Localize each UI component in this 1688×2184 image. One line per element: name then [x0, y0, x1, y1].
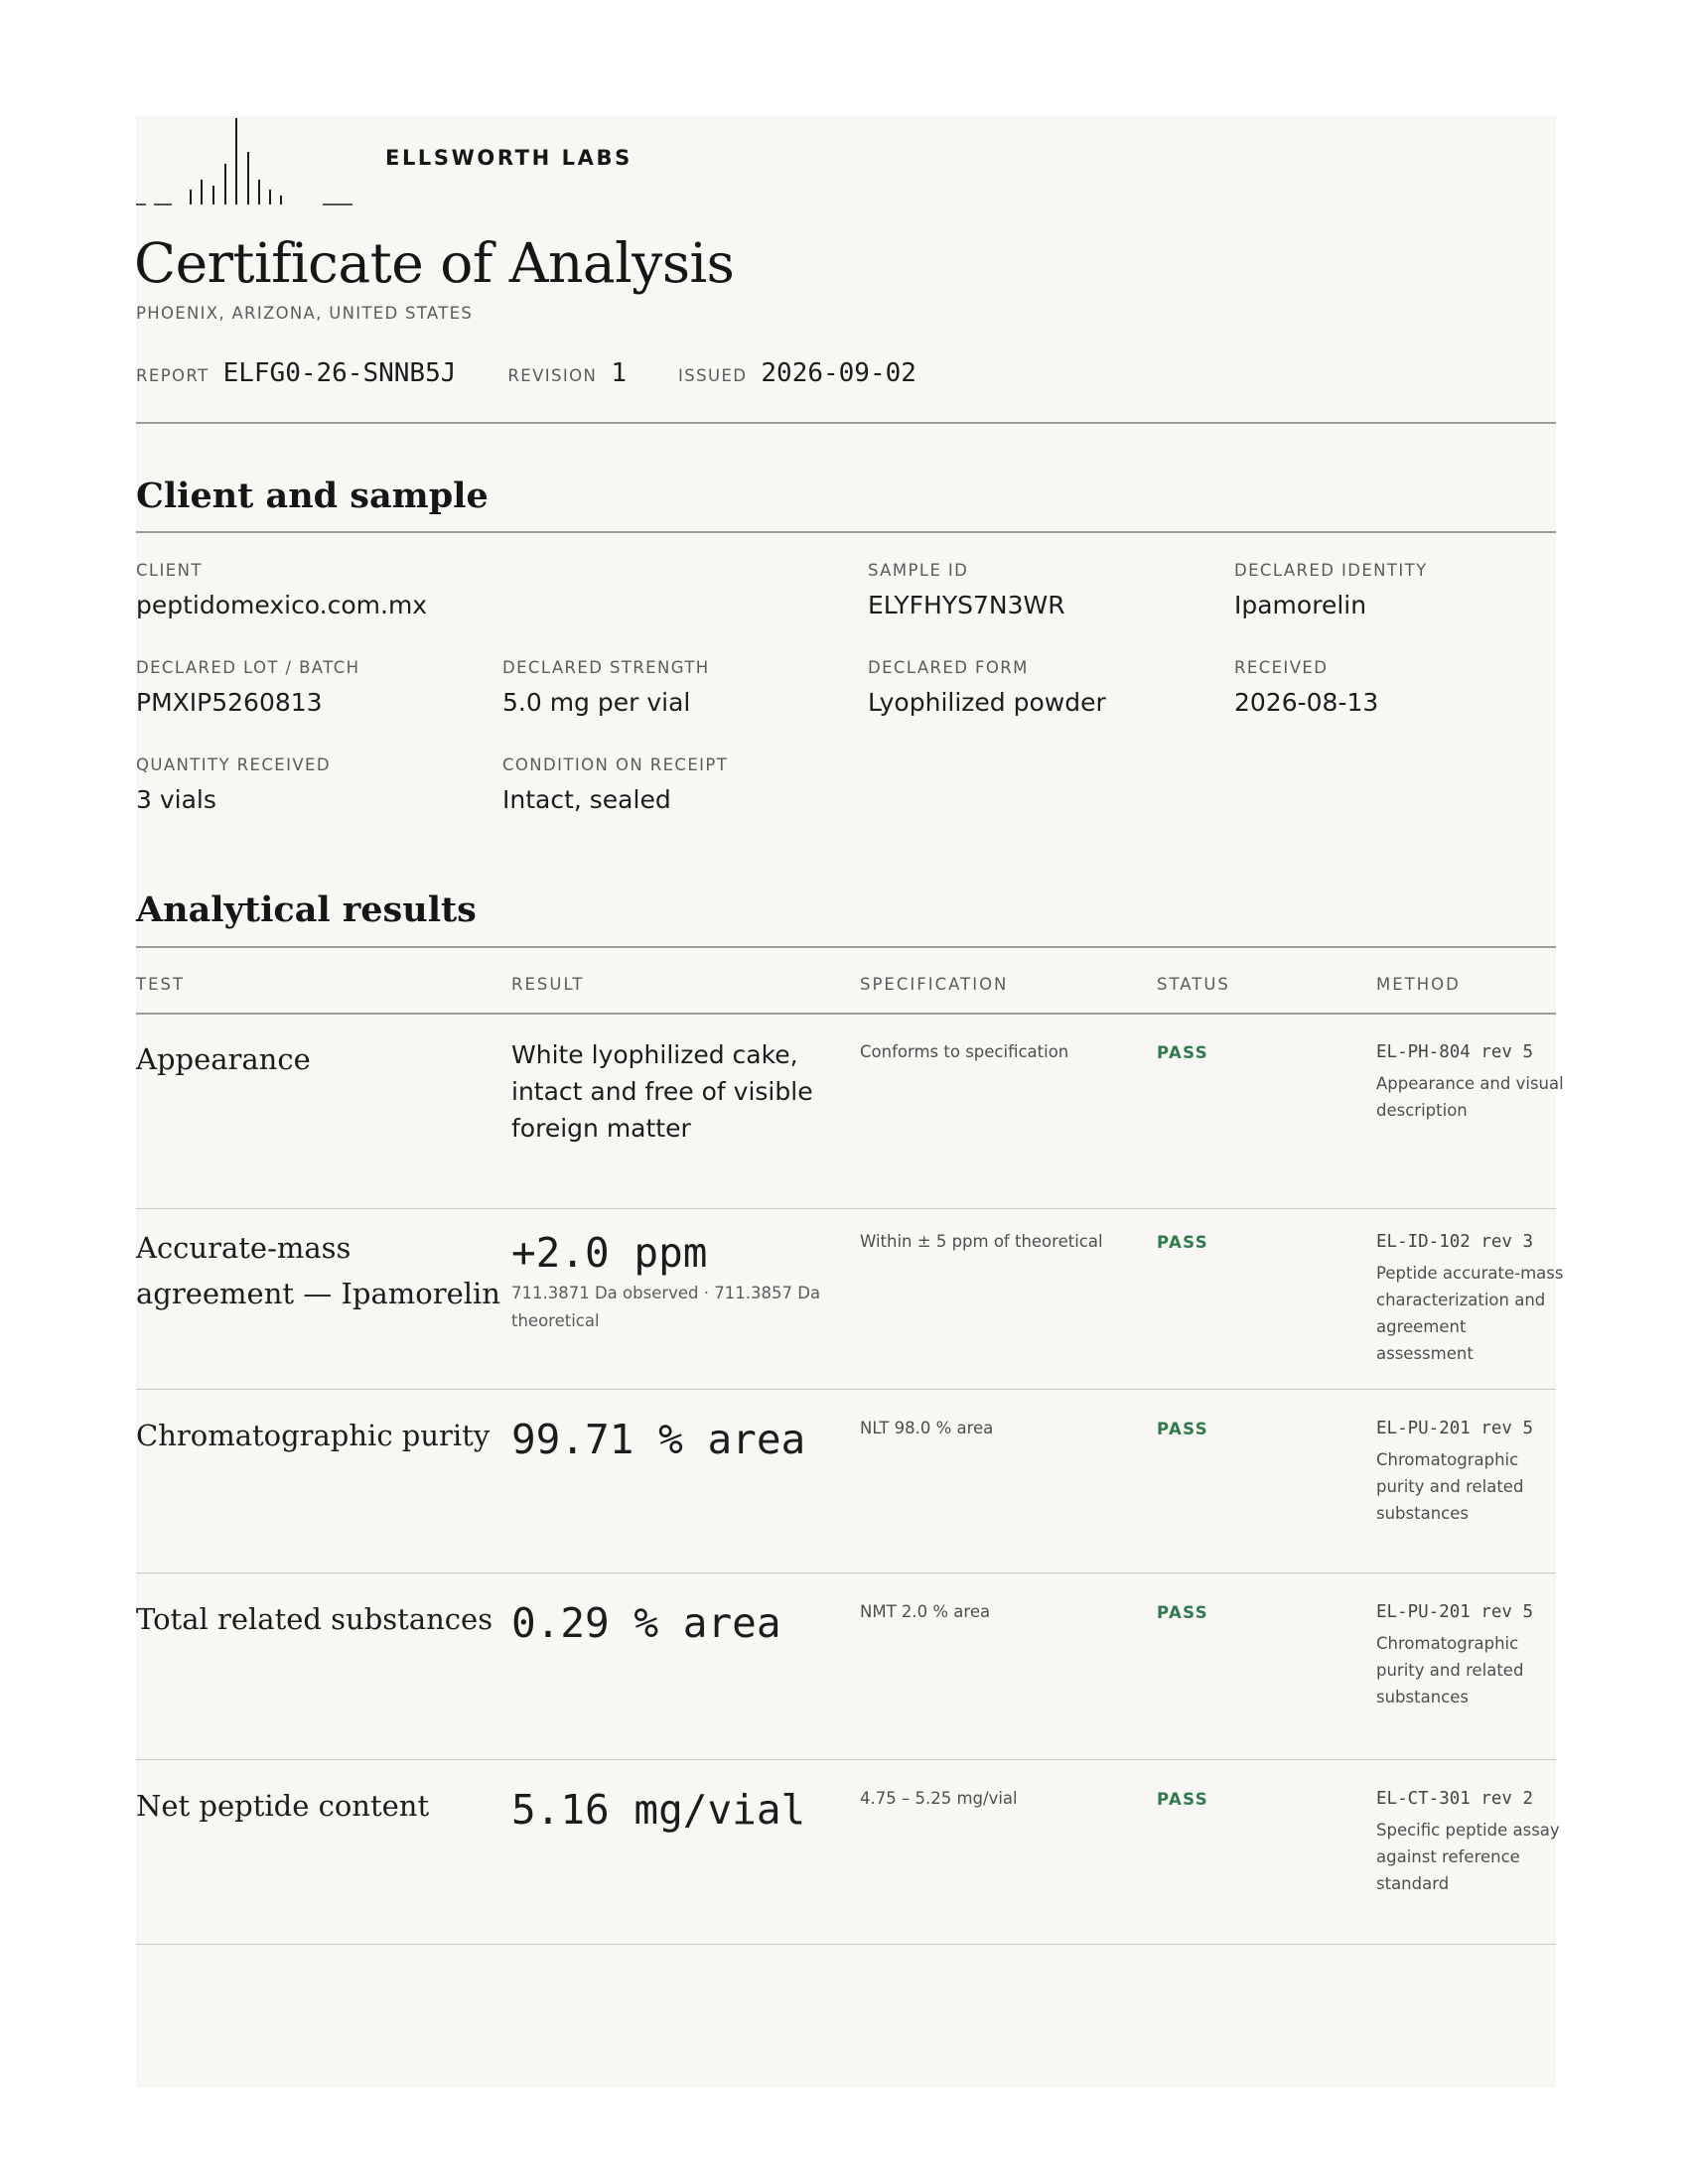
revision-number: 1: [611, 358, 627, 388]
method-description: Peptide accurate-mass characterization and agreement assessment: [1376, 1264, 1564, 1363]
result-detail: 711.3871 Da observed · 711.3857 Da theoretical: [511, 1284, 821, 1330]
issued-date: 2026-09-02: [761, 358, 916, 388]
test-name: Appearance: [136, 1042, 311, 1076]
column-header-specification: SPECIFICATION: [860, 975, 1009, 994]
method-description: Specific peptide assay against reference standard: [1376, 1821, 1560, 1893]
column-header-method: METHOD: [1376, 975, 1461, 994]
method-description: Chromatographic purity and related substances: [1376, 1634, 1524, 1706]
column-header-result: RESULT: [511, 975, 585, 994]
specification: NLT 98.0 % area: [860, 1419, 994, 1437]
received-label: RECEIVED: [1234, 658, 1329, 677]
method-description: Chromatographic purity and related substances: [1376, 1450, 1524, 1523]
row-divider: [136, 1944, 1556, 1945]
method-code: EL-PU-201 rev 5: [1376, 1419, 1534, 1438]
result-block: [511, 1228, 839, 1335]
document-title: Certificate of Analysis: [134, 231, 735, 295]
method-code: EL-PH-804 rev 5: [1376, 1042, 1534, 1062]
quantity-received-field: [136, 755, 331, 815]
client-section-title: Client and sample: [136, 476, 489, 516]
declared-lot-field: [136, 658, 359, 718]
sample-id-value: ELYFHYS7N3WR: [868, 591, 1065, 619]
report-label: REPORT: [136, 366, 210, 385]
method-code: EL-ID-102 rev 3: [1376, 1232, 1534, 1252]
method-code: EL-CT-301 rev 2: [1376, 1789, 1534, 1809]
test-name: Chromatographic purity: [136, 1419, 491, 1452]
result-value: 5.16 mg/vial: [511, 1786, 806, 1834]
test-name: Total related substances: [136, 1602, 493, 1636]
result-value: +2.0 ppm: [511, 1229, 708, 1277]
received-value: 2026-08-13: [1234, 688, 1379, 717]
declared-identity-field: [1234, 561, 1428, 620]
specification: Within ± 5 ppm of theoretical: [860, 1232, 1103, 1251]
declared-form-field: [868, 658, 1106, 718]
client-field: [136, 561, 427, 620]
client-value: peptidomexico.com.mx: [136, 591, 428, 619]
declared-lot-value: PMXIP5260813: [136, 688, 323, 717]
declared-form-value: Lyophilized powder: [868, 688, 1106, 717]
row-divider: [136, 1572, 1556, 1573]
sample-id-label: SAMPLE ID: [868, 561, 969, 580]
result-value: 0.29 % area: [511, 1599, 781, 1647]
specification: Conforms to specification: [860, 1042, 1069, 1061]
method-description: Appearance and visual description: [1376, 1074, 1564, 1120]
lab-location: PHOENIX, ARIZONA, UNITED STATES: [136, 304, 474, 323]
result-value: 99.71 % area: [511, 1416, 806, 1463]
sample-id-field: [868, 561, 1065, 620]
table-header-divider: [136, 1013, 1556, 1015]
status-badge: PASS: [1157, 1043, 1208, 1062]
method: [1376, 1787, 1565, 1897]
method: [1376, 1600, 1565, 1710]
results-section-title: Analytical results: [136, 889, 477, 930]
revision-label: REVISION: [507, 366, 598, 385]
declared-form-label: DECLARED FORM: [868, 658, 1029, 677]
declared-strength-value: 5.0 mg per vial: [502, 688, 691, 717]
method: [1376, 1417, 1565, 1527]
client-section-divider: [136, 531, 1556, 533]
quantity-received-label: QUANTITY RECEIVED: [136, 755, 331, 774]
issued-label: ISSUED: [677, 366, 748, 385]
column-header-test: TEST: [136, 975, 186, 994]
condition-on-receipt-field: [502, 755, 728, 815]
row-divider: [136, 1208, 1556, 1209]
test-name: Net peptide content: [136, 1789, 430, 1823]
report-meta: [136, 358, 916, 388]
method: [1376, 1230, 1565, 1367]
declared-identity-value: Ipamorelin: [1234, 591, 1367, 619]
test-name: Accurate-mass agreement — Ipamorelin: [136, 1231, 500, 1310]
condition-on-receipt-value: Intact, sealed: [502, 785, 671, 814]
client-label: CLIENT: [136, 561, 203, 580]
declared-strength-field: [502, 658, 710, 718]
quantity-received-value: 3 vials: [136, 785, 216, 814]
received-field: [1234, 658, 1378, 718]
brand-name: ELLSWORTH LABS: [385, 146, 633, 170]
report-number: ELFG0-26-SNNB5J: [222, 358, 457, 388]
results-section-divider: [136, 946, 1556, 948]
certificate-sheet: [134, 116, 1564, 2088]
status-badge: PASS: [1157, 1790, 1208, 1809]
declared-identity-label: DECLARED IDENTITY: [1234, 561, 1428, 580]
row-divider: [136, 1389, 1556, 1390]
specification: 4.75 – 5.25 mg/vial: [860, 1789, 1018, 1808]
condition-on-receipt-label: CONDITION ON RECEIPT: [502, 755, 729, 774]
row-divider: [136, 1759, 1556, 1760]
declared-strength-label: DECLARED STRENGTH: [502, 658, 710, 677]
specification: NMT 2.0 % area: [860, 1602, 991, 1621]
status-badge: PASS: [1157, 1603, 1208, 1622]
declared-lot-label: DECLARED LOT / BATCH: [136, 658, 360, 677]
method: [1376, 1040, 1565, 1124]
header-divider: [136, 422, 1556, 424]
result-value: White lyophilized cake, intact and free of visible foreign matter: [511, 1040, 813, 1143]
status-badge: PASS: [1157, 1420, 1208, 1438]
status-badge: PASS: [1157, 1233, 1208, 1252]
lab-logo-icon: [136, 116, 354, 209]
method-code: EL-PU-201 rev 5: [1376, 1602, 1534, 1622]
column-header-status: STATUS: [1157, 975, 1230, 994]
